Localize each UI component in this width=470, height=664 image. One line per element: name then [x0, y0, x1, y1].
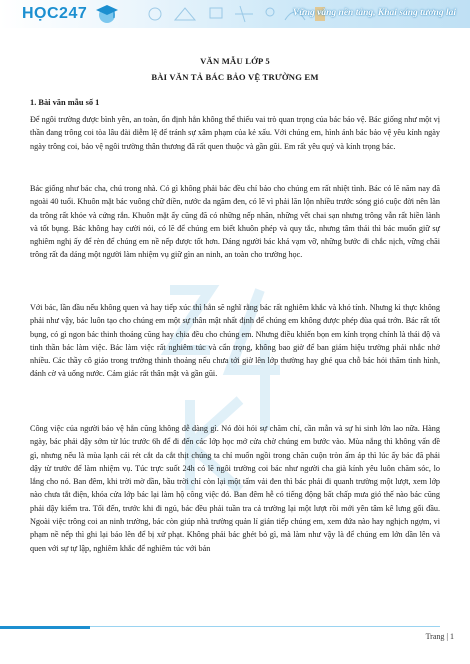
paragraph: Để ngôi trường được bình yên, an toàn, ổn định hẳn không thể thiếu vai trò quan trọng của bác bảo vệ. Bác giống như một vị thần đang trông coi tòa lâu đài diễm lệ để tránh sự xâm phạm của kẻ xấu. Với chúng em, hình ảnh bác bảo vệ yêu kính ngày ngày trông coi, bảo vệ ngôi trường thân thương đã rất quen thuộc và gần gũi. Em rất yêu quý và kính trọng bác. — [30, 115, 440, 151]
graduation-cap-icon — [92, 3, 122, 25]
site-tagline: Vững vàng nền tảng, Khai sáng tương lai — [292, 8, 456, 18]
paragraph: Bác giống như bác cha, chú trong nhà. Có gì không phải bác đều chỉ bảo cho chúng em rất nhiệt tình. Bác có lẽ năm nay đã ngoài 40 tuổi. Khuôn mặt bác vuông chữ điền, nước da ngăm đen, có lẽ vì phải lăn lộn nhiều trước sóng gió cuộc đời nên làn da trông rất khỏe và cứng rắn. Khuôn mặt ấy cũng đã có những nếp nhăn, những vết chai sạn nhưng trông vẫn rất hiền lành và tốt bụng. Bác không hay cười nói, có lẽ để chúng em biết khuôn phép và quy tắc, nhưng tâm thái thì bác muốn giữ sự nghiêm nghị ấy để rèn để chúng em nề nếp được tốt hơn. Dáng người bác khá vạm vỡ, những bước đi chắc nịch, vững chãi trông rất đa dáng một người làm nhiệm vụ giữ gìn an ninh, an toàn cho trường học. — [30, 184, 440, 260]
page-header — [0, 0, 470, 28]
paragraph: Công việc của người bảo vệ hẳn cũng không dễ dàng gì. Nó đòi hỏi sự chăm chỉ, cần mẫn và sự hi sinh lớn lao nữa. Hàng ngày, bác phải dậy sớm từ lúc trước 6h để đi đến các lớp học mở cửa chờ chúng em bước vào. Mùa nắng thì không vấn đề gì, nhưng nếu là mùa lạnh cái rét cắt da cắt thịt chúng ta chỉ muốn ngồi trong chăn cuộn tròn ấm áp thì lúc ấy bác đã phải dậy từ trước để làm nhiệm vụ. Túc trực suốt 24h có lẽ ngôi trường coi bác như người cha già kính yêu luôn chăm sóc, lo lắng cho nó. Ban đêm, khi trời mờ dần, bầu trời chỉ còn lại một tấm vải đen thì bác phải đi quanh trường một lượt, xem lớp nào chưa tắt điện, khóa cửa lớp bác lại làm hộ công việc đó. Ban đêm hễ có tiếng động bất chấp mưa gió thế nào bác cũng phải dậy kiểm tra. Tối đến, trước khi đi ngủ, bác đều phải tuần tra cả trường lại một lượt rồi mới yên tâm kê lưng gối đầu. Ngoài việc trông coi an ninh trường, bác còn giúp nhà trường quản lí gián tiếp chúng em, xem đứa nào hay nghịch ngợm, vi phạm nề nếp thì ghi lại báo lên để bị xử phạt. Không phải bác ghét bỏ gì, mà làm như vậy là để chúng em lớn dần lên và quen với sự tự lập, nghiêm khắc để nghiêm túc với bản — [30, 424, 440, 553]
footer-divider — [30, 626, 440, 627]
document-title: VĂN MẪU LỚP 5 — [200, 56, 270, 66]
section-heading: 1. Bài văn mẫu số 1 — [30, 98, 100, 107]
document-subtitle: BÀI VĂN TẢ BÁC BẢO VỆ TRƯỜNG EM — [151, 72, 319, 82]
page-number: Trang | 1 — [425, 632, 454, 641]
brand-logo: HỌC247 — [22, 5, 88, 22]
paragraph: Với bác, lần đầu nếu không quen và hay tiếp xúc thì hẳn sẽ nghĩ rằng bác rất nghiêm khắc và khó tính. Nhưng kì thực không phải như vậy, bác luôn tạo cho chúng em một sự thân mật nhất định để chúng em không được phép đùa quá trớn. Bác rất tốt bụng, có gì ngon bác thinh thoảng cũng hay chia đều cho chúng em. Nhưng điều khiến bọn em kính trọng chính là thái độ và tinh thần bác làm việc. Bác làm việc rất nghiêm túc và cẩn trọng, không bao giờ để ban giám hiệu trường phải nhắc nhở nhiều. Các thầy cô giáo trong trường thinh thoảng nếu chưa tới giờ lên lớp thường hay ghé qua chỗ bác hỏi thăm tình hình, đánh cờ và uống nước. Cảm giác rất thân mật và gần gũi. — [30, 303, 440, 379]
footer-accent-bar — [0, 626, 90, 629]
